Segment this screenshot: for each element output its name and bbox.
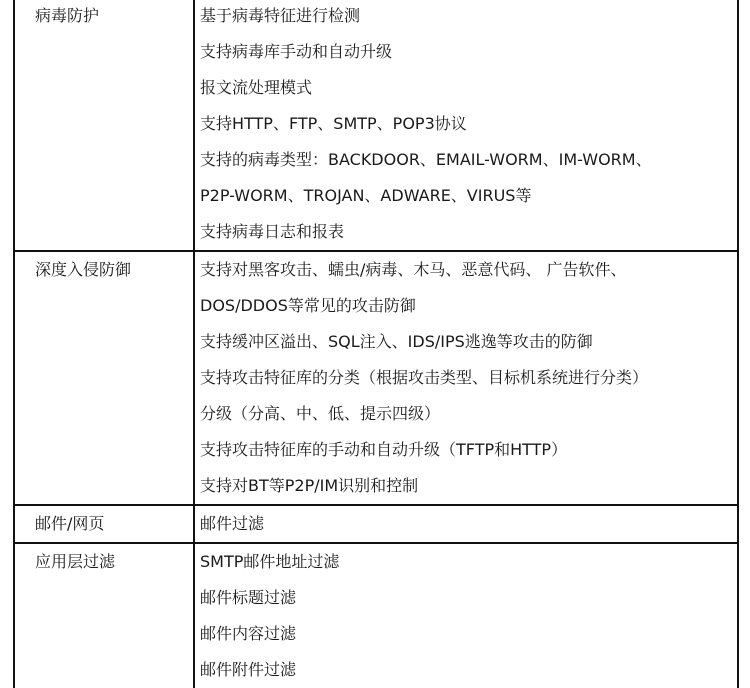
- feature-line: 支持攻击特征库的分类（根据攻击类型、目标机系统进行分类）: [200, 368, 649, 387]
- feature-line: SMTP邮件地址过滤: [200, 552, 340, 571]
- table-row-intrusion-prevention: [14, 251, 738, 505]
- feature-line: 支持攻击特征库的手动和自动升级（TFTP和HTTP）: [200, 440, 568, 459]
- features-cell: [194, 543, 738, 688]
- feature-line: 基于病毒特征进行检测: [200, 6, 361, 25]
- category-cell: [14, 505, 194, 543]
- feature-line: 支持HTTP、FTP、SMTP、POP3协议: [200, 114, 467, 133]
- feature-line: 分级（分高、中、低、提示四级）: [200, 404, 441, 423]
- feature-line: 支持病毒日志和报表: [200, 222, 345, 241]
- feature-line: DOS/DDOS等常见的攻击防御: [200, 296, 416, 315]
- category-cell: [14, 251, 194, 505]
- category-label: 邮件/网页: [35, 514, 105, 533]
- feature-line: 邮件过滤: [200, 514, 265, 533]
- features-cell: [194, 505, 738, 543]
- category-cell: [14, 0, 194, 251]
- feature-line: 支持病毒库手动和自动升级: [200, 42, 393, 61]
- category-label: 应用层过滤: [35, 552, 116, 571]
- table-row-mail-web: [14, 505, 738, 543]
- category-label: 深度入侵防御: [35, 260, 132, 279]
- feature-line: 报文流处理模式: [200, 78, 313, 97]
- feature-spec-table: [13, 0, 739, 688]
- feature-line: 邮件内容过滤: [200, 624, 297, 643]
- category-cell: [14, 543, 194, 688]
- features-cell: [194, 251, 738, 505]
- table-row-virus-protection: [14, 0, 738, 251]
- feature-line: 邮件标题过滤: [200, 588, 297, 607]
- table-row-application-filter: [14, 543, 738, 688]
- features-cell: [194, 0, 738, 251]
- feature-line: 支持对BT等P2P/IM识别和控制: [200, 476, 419, 495]
- feature-line: P2P-WORM、TROJAN、ADWARE、VIRUS等: [200, 186, 532, 205]
- category-label: 病毒防护: [35, 6, 100, 25]
- feature-line: 支持对黑客攻击、蠕虫/病毒、木马、恶意代码、 广告软件、: [200, 260, 627, 279]
- feature-line: 邮件附件过滤: [200, 660, 297, 679]
- feature-line: 支持的病毒类型：BACKDOOR、EMAIL-WORM、IM-WORM、: [200, 150, 652, 169]
- feature-line: 支持缓冲区溢出、SQL注入、IDS/IPS逃逸等攻击的防御: [200, 332, 593, 351]
